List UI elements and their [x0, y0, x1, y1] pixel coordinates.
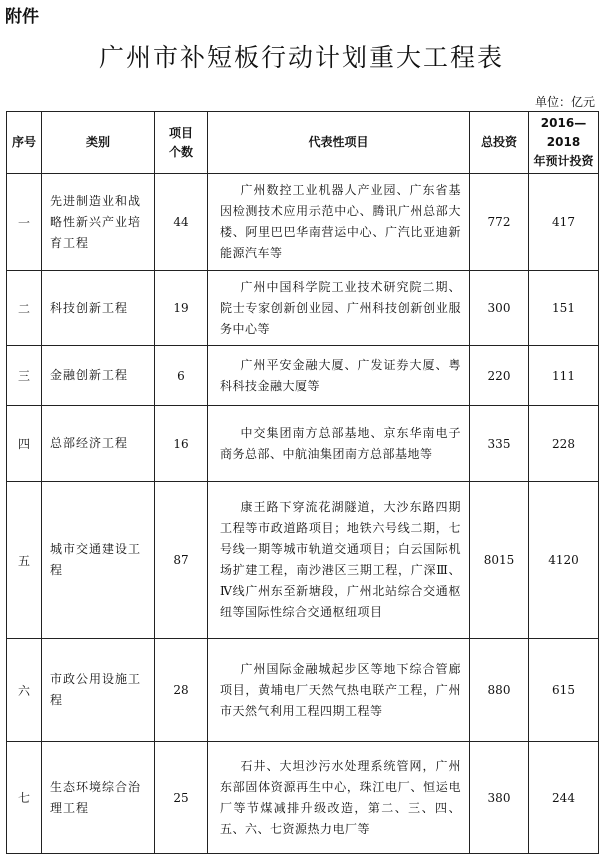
row-projects	[208, 742, 470, 854]
row-total: 300	[470, 271, 529, 346]
header-projects: 代表性项目	[208, 112, 470, 174]
table-row	[7, 174, 599, 271]
row-total: 880	[470, 639, 529, 742]
row-category: 总部经济工程	[42, 406, 155, 482]
row-category: 先进制造业和战略性新兴产业培育工程	[42, 174, 155, 271]
row-projects-text: 中交集团南方总部基地、京东华南电子商务总部、中航油集团南方总部基地等	[220, 425, 461, 461]
row-seq: 四	[7, 406, 42, 482]
row-planned: 228	[529, 406, 599, 482]
header-count-line1: 项目	[168, 125, 193, 140]
header-seq: 序号	[7, 112, 42, 174]
row-projects	[208, 174, 470, 271]
row-projects-text: 广州国际金融城起步区等地下综合管廊项目，黄埔电厂天然气热电联产工程，广州市天然气利用工程四期工程等	[220, 661, 461, 718]
row-projects-text: 广州中国科学院工业技术研究院二期、院士专家创新创业园、广州科技创新创业服务中心等	[220, 279, 461, 336]
row-projects-text: 石井、大坦沙污水处理系统管网，广州东部固体资源再生中心，珠江电厂、恒运电厂等节煤减排升级改造，第二、三、四、五、六、七资源热力电厂等	[220, 758, 461, 836]
header-category: 类别	[42, 112, 155, 174]
row-total: 220	[470, 346, 529, 406]
header-count-line2: 个数	[168, 144, 193, 159]
row-seq: 六	[7, 639, 42, 742]
row-planned: 615	[529, 639, 599, 742]
row-count: 28	[155, 639, 208, 742]
row-total: 335	[470, 406, 529, 482]
header-count	[155, 112, 208, 174]
row-planned: 244	[529, 742, 599, 854]
row-planned: 4120	[529, 482, 599, 639]
row-projects-text: 广州平安金融大厦、广发证券大厦、粤科科技金融大厦等	[220, 357, 461, 393]
row-category: 生态环境综合治理工程	[42, 742, 155, 854]
header-planned-line1: 2016—2018	[540, 116, 587, 149]
table-row	[7, 406, 599, 482]
row-planned: 151	[529, 271, 599, 346]
row-projects-text: 康王路下穿流花湖隧道，大沙东路四期工程等市政道路项目；地铁六号线二期，七号线一期等城市轨道交通项目；白云国际机场扩建工程，南沙港区三期工程，广深Ⅲ、Ⅳ线广州东至新塘段，广州北站综合交通枢纽等国际性综合交通枢纽项目	[220, 500, 461, 619]
row-category: 金融创新工程	[42, 346, 155, 406]
row-planned: 417	[529, 174, 599, 271]
row-seq: 五	[7, 482, 42, 639]
row-count: 16	[155, 406, 208, 482]
row-projects	[208, 346, 470, 406]
row-total: 380	[470, 742, 529, 854]
table-row	[7, 639, 599, 742]
row-count: 25	[155, 742, 208, 854]
row-count: 44	[155, 174, 208, 271]
unit-note: 单位：亿元	[534, 95, 595, 109]
row-projects	[208, 482, 470, 639]
row-projects-text: 广州数控工业机器人产业园、广东省基因检测技术应用示范中心、腾讯广州总部大楼、阿里巴巴华南营运中心、广汽比亚迪新能源汽车等	[220, 183, 461, 260]
document-title: 广州市补短板行动计划重大工程表	[98, 43, 504, 72]
table-row	[7, 271, 599, 346]
row-seq: 三	[7, 346, 42, 406]
table-row	[7, 742, 599, 854]
header-planned	[529, 112, 599, 174]
row-count: 6	[155, 346, 208, 406]
row-count: 87	[155, 482, 208, 639]
row-category: 市政公用设施工程	[42, 639, 155, 742]
row-count: 19	[155, 271, 208, 346]
projects-table	[6, 111, 599, 854]
table-row	[7, 346, 599, 406]
row-category: 科技创新工程	[42, 271, 155, 346]
header-planned-line2: 年预计投资	[533, 154, 594, 168]
row-seq: 七	[7, 742, 42, 854]
attachment-label: 附件	[5, 7, 39, 27]
row-total: 8015	[470, 482, 529, 639]
row-total: 772	[470, 174, 529, 271]
header-row	[7, 112, 599, 174]
row-category: 城市交通建设工程	[42, 482, 155, 639]
row-projects	[208, 406, 470, 482]
row-seq: 二	[7, 271, 42, 346]
table-row	[7, 482, 599, 639]
row-seq: 一	[7, 174, 42, 271]
row-projects	[208, 271, 470, 346]
row-planned: 111	[529, 346, 599, 406]
header-total: 总投资	[470, 112, 529, 174]
row-projects	[208, 639, 470, 742]
